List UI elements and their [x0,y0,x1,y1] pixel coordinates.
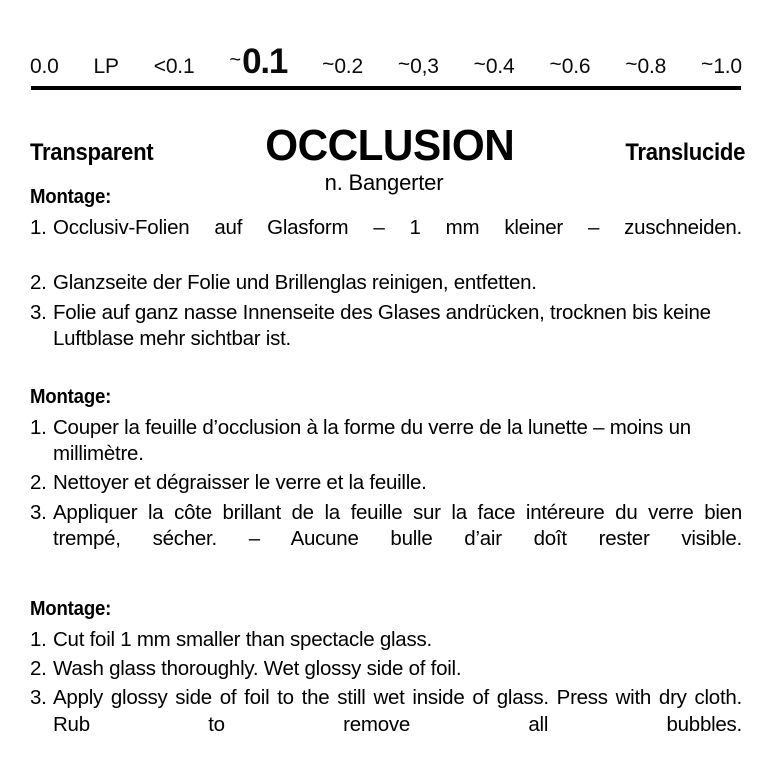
acuity-step-prefix: ~ [229,49,242,71]
step-number: 3. [30,686,47,710]
list-item [30,300,742,352]
acuity-step-prefix: ~ [625,53,638,76]
page-title: OCCLUSION [264,121,515,170]
acuity-step-value: 0.0 [30,55,59,78]
list-item [30,685,742,764]
acuity-step-prefix: ~ [549,53,562,76]
step-text: Folie auf ganz nasse Innenseite des Glases andrücken, trocknen bis keine Luftblase mehr sichtbar ist. [53,300,711,350]
acuity-step-prefix: ~ [397,53,411,76]
step-text: Couper la feuille d’occlusion à la forme du verre de la lunette – moins un millimètre. [53,416,691,466]
title-left-transparent: Transparent [30,139,154,166]
list-item [30,627,742,653]
acuity-step-prefix: ~ [322,53,335,76]
subtitle-author: n. Bangerter [324,170,444,195]
section-heading-german: Montage: [30,186,112,208]
acuity-step-prefix: ~ [701,53,714,76]
acuity-step-9 [701,54,742,77]
step-number: 1. [30,628,47,651]
step-number: 1. [30,416,47,439]
step-number: 3. [30,500,47,524]
instructions-german [30,186,742,355]
acuity-step-value: <0.1 [153,55,195,78]
step-text: Wash glass thoroughly. Wet glossy side of foil. [53,657,462,681]
step-text: Cut foil 1 mm smaller than spectacle glass. [53,628,432,651]
step-number: 2. [30,271,47,295]
list-item [30,500,742,579]
list-item [30,656,742,682]
step-text: Occlusiv-Folien auf Glasform – 1 mm kleiner – zuschneiden. [53,216,742,239]
step-text: Appliquer la côte brillant de la feuille sur la face intéreure du verre bien trempé, sécher. – Aucune bulle d’air doît rester visible. [53,500,742,550]
acuity-step-value: 1.0 [713,55,742,78]
acuity-step-5 [398,54,439,77]
section-heading-french: Montage: [30,386,112,408]
step-list-english [30,627,742,764]
acuity-step-value: 0.4 [485,55,515,78]
instructions-french [30,386,742,581]
acuity-step-value: 0.8 [637,55,667,78]
acuity-step-0 [30,56,59,77]
scale-divider-rule [31,86,741,90]
acuity-step-3 [229,44,287,79]
acuity-step-prefix: ~ [473,53,486,76]
visual-acuity-scale [30,44,742,84]
acuity-step-value: LP [93,55,119,78]
step-text: Nettoyer et dégraisser le verre et la feuille. [53,471,427,495]
step-list-french [30,415,742,578]
list-item [30,470,742,496]
step-number: 3. [30,300,47,324]
acuity-step-value: 0.6 [561,55,591,78]
list-item [30,215,742,267]
step-text: Apply glossy side of foil to the still wet inside of glass. Press with dry cloth. Rub to remove all bubbles. [53,686,742,736]
list-item [30,270,742,296]
step-number: 2. [30,657,47,681]
acuity-step-8 [625,54,666,77]
acuity-step-value: 0.1 [242,42,288,81]
acuity-step-value: 0,3 [410,55,439,78]
acuity-step-value: 0.2 [334,55,363,78]
instructions-english [30,598,742,767]
step-text: Glanzseite der Folie und Brillenglas reinigen, entfetten. [53,271,537,295]
acuity-step-4 [322,54,363,77]
acuity-step-1 [94,56,119,77]
acuity-step-6 [474,54,515,77]
acuity-step-7 [549,54,590,77]
title-row [30,121,745,170]
section-heading-english: Montage: [30,598,112,620]
step-number: 2. [30,471,47,495]
acuity-step-2 [154,56,195,77]
step-number: 1. [30,216,47,239]
title-right-translucide: Translucide [625,139,745,166]
step-list-german [30,215,742,352]
list-item [30,415,742,467]
